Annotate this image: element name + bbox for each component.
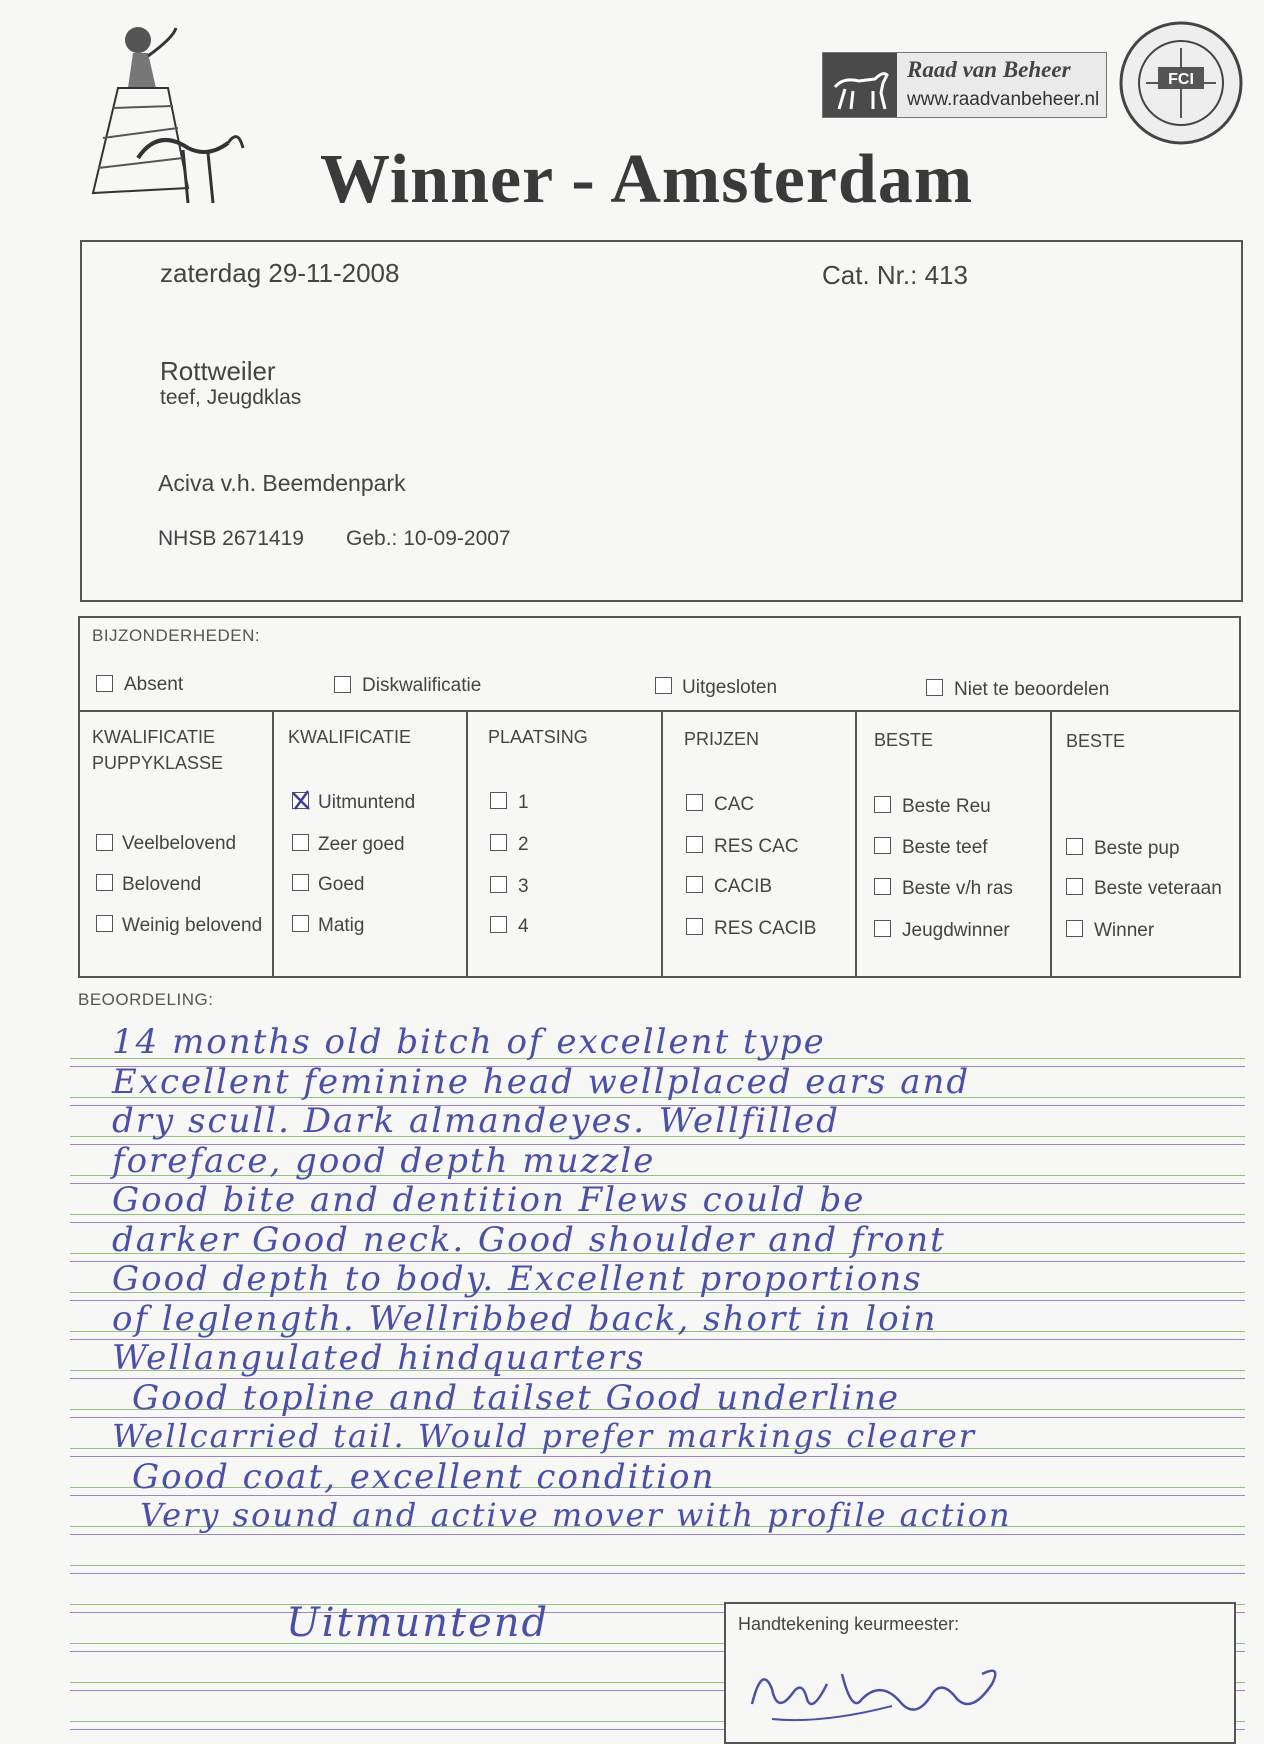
dog-name: Aciva v.h. Beemdenpark: [158, 470, 406, 496]
label-niet-te-beoordelen: Niet te beoordelen: [954, 679, 1110, 700]
label-diskwalificatie: Diskwalificatie: [362, 675, 482, 696]
checkbox-veelbelovend[interactable]: [96, 834, 113, 851]
label-beste-teef: Beste teef: [902, 837, 988, 858]
checkbox-beste-vh-ras[interactable]: [874, 878, 891, 895]
checkbox-plaats-4[interactable]: [490, 916, 507, 933]
label-goed: Goed: [318, 874, 365, 895]
label-absent: Absent: [124, 674, 184, 695]
label-beste-vh-ras: Beste v/h ras: [902, 878, 1013, 899]
checkbox-plaats-2[interactable]: [490, 834, 507, 851]
handwritten-line: dry scull. Dark almandeyes. Wellfilled: [112, 1101, 840, 1141]
label-uitgesloten: Uitgesloten: [682, 677, 778, 698]
checkbox-plaats-3[interactable]: [490, 876, 507, 893]
column-divider: [855, 710, 857, 978]
handwritten-line: Excellent feminine head wellplaced ears and: [112, 1061, 971, 1102]
show-date: zaterdag 29-11-2008: [160, 258, 400, 288]
signature-label: Handtekening keurmeester:: [738, 1614, 960, 1634]
column-divider: [1050, 710, 1052, 978]
handwritten-line: foreface, good depth muzzle: [112, 1140, 656, 1181]
checkbox-plaats-1[interactable]: [490, 792, 507, 809]
column-divider: [661, 710, 663, 978]
raad-van-beheer-logo: [822, 52, 1107, 118]
checkbox-niet-te-beoordelen[interactable]: [926, 679, 943, 696]
label-plaats-1: 1: [518, 792, 529, 813]
label-matig: Matig: [318, 915, 365, 936]
checkbox-beste-pup[interactable]: [1066, 838, 1083, 855]
birth-date: Geb.: 10-09-2007: [346, 527, 511, 550]
header-kwalificatie: KWALIFICATIE: [288, 727, 412, 747]
label-res-cacib: RES CACIB: [714, 918, 817, 939]
catalog-number: Cat. Nr.: 413: [822, 260, 968, 290]
checkbox-uitmuntend-checked[interactable]: [292, 792, 309, 809]
label-beste-veteraan: Beste veteraan: [1094, 878, 1222, 899]
checkbox-matig[interactable]: [292, 915, 309, 932]
header-beste: BESTE: [874, 730, 934, 750]
org-name: Raad van Beheer: [907, 57, 1071, 82]
judge-signature: [732, 1644, 1032, 1734]
handwritten-line: 14 months old bitch of excellent type: [112, 1022, 826, 1062]
handwritten-line: Good bite and dentition Flews could be: [112, 1180, 866, 1220]
label-res-cac: RES CAC: [714, 836, 799, 857]
label-cacib: CACIB: [714, 876, 773, 897]
handwritten-line: Good depth to body. Excellent proportions: [112, 1259, 923, 1299]
checkbox-beste-teef[interactable]: [874, 837, 891, 854]
label-veelbelovend: Veelbelovend: [122, 833, 237, 854]
signature-box: [724, 1602, 1236, 1744]
check-mark-icon: [291, 789, 311, 811]
checkbox-belovend[interactable]: [96, 874, 113, 891]
label-beste-reu: Beste Reu: [902, 796, 991, 817]
ruled-line-green: [70, 1565, 1245, 1566]
label-plaats-3: 3: [518, 876, 529, 897]
checkbox-cac[interactable]: [686, 794, 703, 811]
checkbox-diskwalificatie[interactable]: [334, 676, 351, 693]
label-plaats-4: 4: [518, 916, 529, 937]
column-divider: [466, 710, 468, 978]
column-divider: [272, 710, 274, 978]
ruled-line-purple: [70, 1573, 1245, 1574]
header-kwalificatie-puppyklasse: KWALIFICATIE PUPPYKLASSE: [92, 727, 224, 773]
handwritten-line: Good coat, excellent condition: [132, 1456, 716, 1497]
fci-seal-icon: [1118, 20, 1244, 146]
handwritten-line: of leglength. Wellribbed back, short in loin: [112, 1298, 938, 1339]
label-zeer-goed: Zeer goed: [318, 834, 405, 855]
beoordeling-label: BEOORDELING:: [78, 990, 214, 1009]
label-uitmuntend: Uitmuntend: [318, 792, 416, 813]
registration-number: NHSB 2671419: [158, 527, 304, 550]
label-cac: CAC: [714, 794, 755, 815]
label-belovend: Belovend: [122, 874, 202, 895]
checkbox-jeugdwinner[interactable]: [874, 920, 891, 937]
checkbox-cacib[interactable]: [686, 876, 703, 893]
checkbox-weinig-belovend[interactable]: [96, 915, 113, 932]
checkbox-beste-veteraan[interactable]: [1066, 878, 1083, 895]
label-beste-pup: Beste pup: [1094, 838, 1180, 859]
greyhound-logo-icon: [823, 53, 897, 117]
handwritten-line: darker Good neck. Good shoulder and front: [112, 1219, 946, 1260]
bijzonderheden-label: BIJZONDERHEDEN:: [92, 626, 261, 645]
fci-text: FCI: [1168, 71, 1194, 88]
checkbox-absent[interactable]: [96, 675, 113, 692]
header-prijzen: PRIJZEN: [684, 729, 760, 749]
label-weinig-belovend: Weinig belovend: [122, 915, 263, 936]
org-url: www.raadvanbeheer.nl: [907, 89, 1100, 110]
handwritten-line: Wellangulated hindquarters: [112, 1338, 646, 1378]
breed: Rottweiler: [160, 356, 276, 386]
header-beste-extra: BESTE: [1066, 731, 1126, 751]
checkbox-zeer-goed[interactable]: [292, 834, 309, 851]
handwritten-line: Good topline and tailset Good underline: [132, 1377, 900, 1418]
ruled-line-purple: [70, 1534, 1245, 1535]
checkbox-uitgesloten[interactable]: [655, 677, 672, 694]
checkbox-res-cacib[interactable]: [686, 918, 703, 935]
label-plaats-2: 2: [518, 834, 529, 855]
verdict-handwritten: Uitmuntend: [286, 1600, 550, 1646]
handwritten-line: Wellcarried tail. Would prefer markings clearer: [112, 1417, 977, 1455]
lady-with-dog-illustration: [78, 18, 248, 218]
handwritten-line: Very sound and active mover with profile action: [140, 1496, 1012, 1534]
label-jeugdwinner: Jeugdwinner: [902, 920, 1010, 941]
checkbox-winner[interactable]: [1066, 920, 1083, 937]
label-winner: Winner: [1094, 920, 1155, 941]
header-plaatsing: PLAATSING: [488, 727, 588, 747]
checkbox-goed[interactable]: [292, 874, 309, 891]
page-title: Winner - Amsterdam: [320, 141, 974, 218]
checkbox-beste-reu[interactable]: [874, 796, 891, 813]
checkbox-res-cac[interactable]: [686, 836, 703, 853]
dog-class: teef, Jeugdklas: [160, 386, 302, 409]
